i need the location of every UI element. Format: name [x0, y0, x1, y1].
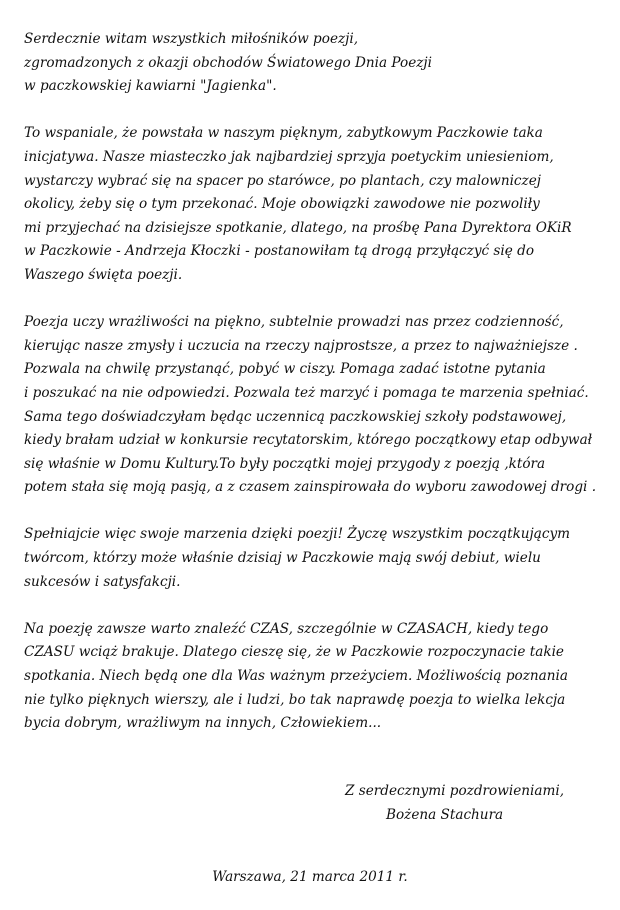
- text-line: bycia dobrym, wrażliwym na innych, Człowiekiem...: [24, 715, 382, 732]
- text-line: Pozwala na chwilę przystanąć, pobyć w ciszy. Pomaga zadać istotne pytania: [24, 361, 546, 378]
- text-line: Na poezję zawsze warto znaleźć CZAS, szczególnie w CZASACH, kiedy tego: [24, 620, 549, 637]
- text-line: Serdecznie witam wszystkich miłośników poezji,: [24, 31, 359, 47]
- text-line: mi przyjechać na dzisiejsze spotkanie, dlatego, na prośbę Pana Dyrektora OKiR: [24, 219, 572, 236]
- text-line: To wspaniale, że powstała w naszym pięknym, zabytkowym Paczkowie taka: [24, 125, 543, 142]
- text-line: okolicy, żeby się o tym przekonać. Moje obowiązki zawodowe nie pozwoliły: [24, 196, 540, 213]
- text-line: twórcom, którzy może właśnie dzisiaj w Paczkowie mają swój debiut, wielu: [24, 550, 541, 567]
- text-line: Spełniajcie więc swoje marzenia dzięki poezji! Życzę wszystkim początkującym: [24, 526, 571, 543]
- text-line: w paczkowskiej kawiarni "Jagienka".: [24, 78, 277, 95]
- paragraph-greeting: [24, 28, 604, 99]
- text-line: Sama tego doświadczyłam będąc uczennicą paczkowskiej szkoły podstawowej,: [24, 408, 567, 425]
- dateline: Warszawa, 21 marca 2011 r.: [212, 869, 408, 885]
- text-line: Poezja uczy wrażliwości na piękno, subtelnie prowadzi nas przez codzienność,: [24, 314, 564, 331]
- letter-body: [24, 28, 604, 759]
- text-line: sukcesów i satysfakcji.: [24, 573, 181, 590]
- text-line: zgromadzonych z okazji obchodów Światowego Dnia Poezji: [24, 54, 432, 71]
- text-line: potem stała się moją pasją, a z czasem zainspirowała do wyboru zawodowej drogi .: [24, 479, 597, 496]
- paragraph-wishes: [24, 523, 604, 594]
- paragraph-poetry: [24, 311, 604, 500]
- paragraph-time: [24, 618, 604, 736]
- text-line: Waszego święta poezji.: [24, 266, 183, 283]
- closing-block: [345, 779, 564, 827]
- text-line: w Paczkowie - Andrzeja Kłoczki - postanowiłam tą drogą przyłączyć się do: [24, 243, 535, 260]
- text-line: się właśnie w Domu Kultury.To były początki mojej przygody z poezją ,która: [24, 455, 546, 472]
- text-line: kierując nasze zmysły i uczucia na rzeczy najprostsze, a przez to najważniejsze .: [24, 337, 578, 354]
- signature-name: Bożena Stachura: [386, 807, 504, 823]
- text-line: spotkania. Niech będą one dla Was ważnym przeżyciem. Możliwością poznania: [24, 668, 568, 685]
- text-line: kiedy brałam udział w konkursie recytatorskim, którego początkowy etap odbywał: [24, 432, 593, 449]
- text-line: inicjatywa. Nasze miasteczko jak najbardziej sprzyja poetyckim uniesieniom,: [24, 148, 554, 165]
- text-line: wystarczy wybrać się na spacer po starówce, po plantach, czy malowniczej: [24, 172, 541, 189]
- text-line: nie tylko pięknych wierszy, ale i ludzi, bo tak naprawdę poezja to wielka lekcja: [24, 691, 566, 708]
- closing-salutation: Z serdecznymi pozdrowieniami,: [345, 783, 565, 799]
- text-line: CZASU wciąż brakuje. Dlatego cieszę się, że w Paczkowie rozpoczynacie takie: [24, 644, 564, 661]
- text-line: i poszukać na nie odpowiedzi. Pozwala też marzyć i pomaga te marzenia spełniać.: [24, 384, 589, 401]
- paragraph-initiative: [24, 122, 604, 287]
